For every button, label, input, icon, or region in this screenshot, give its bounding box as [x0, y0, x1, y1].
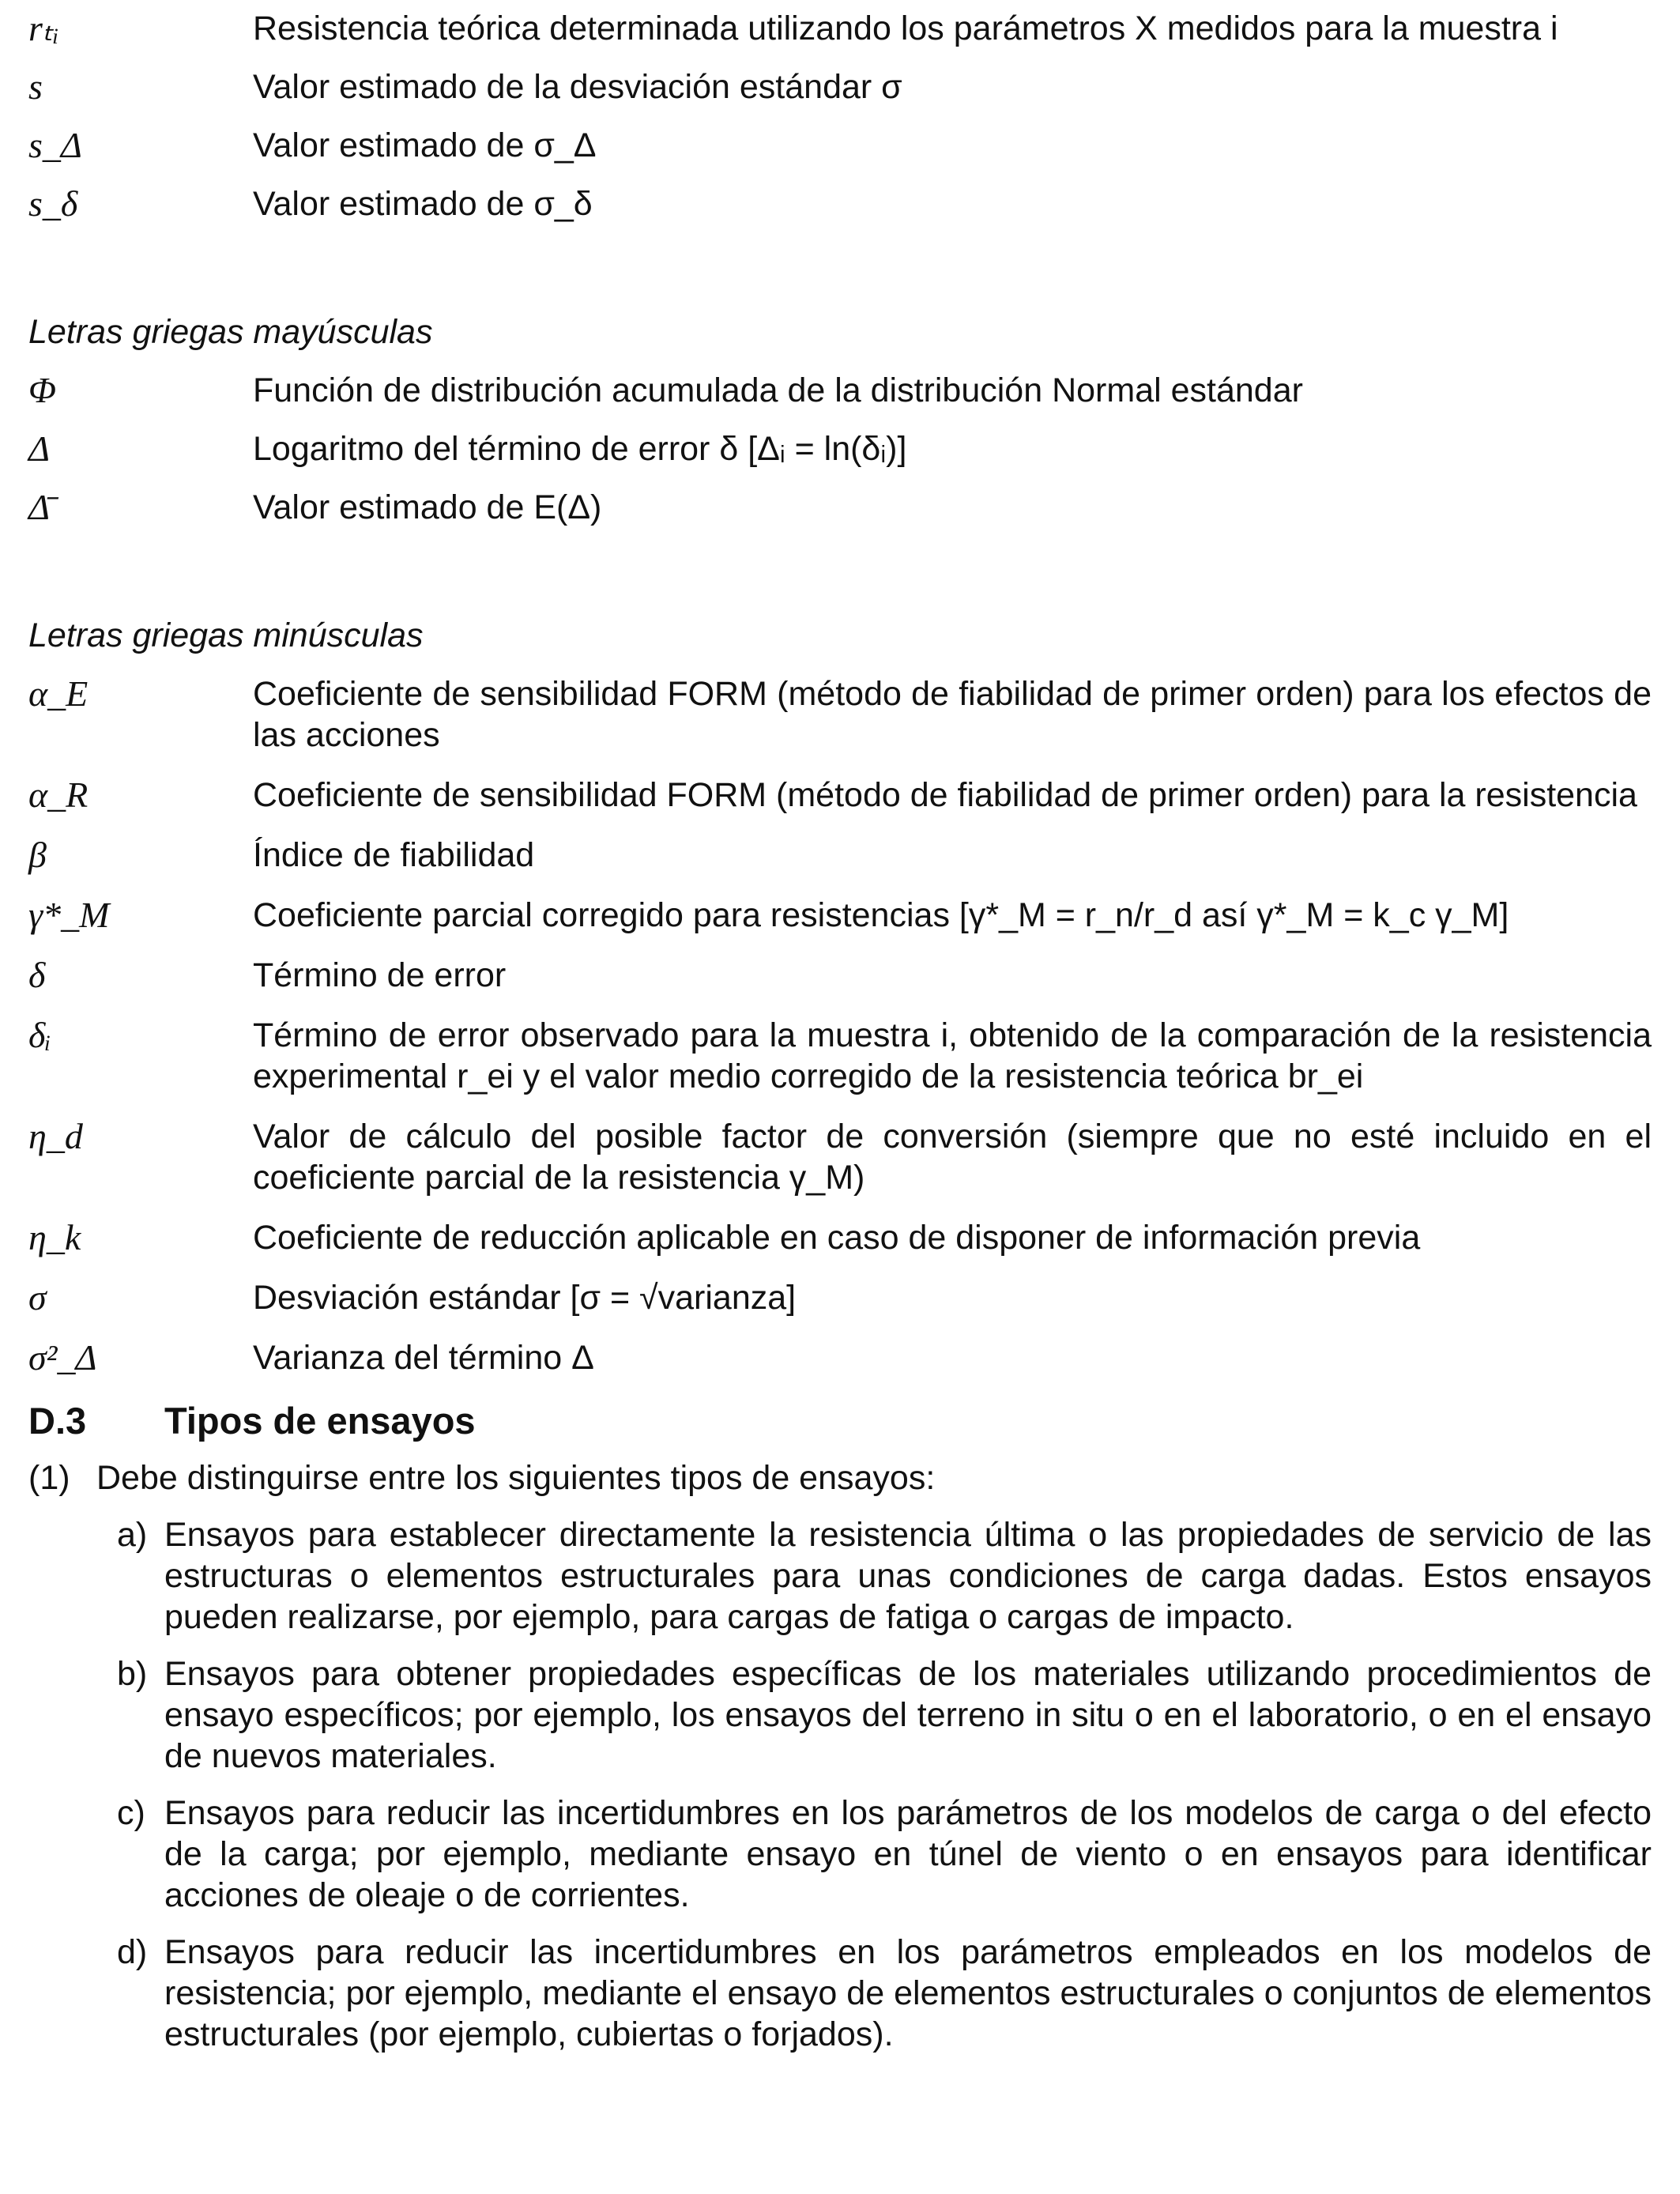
list-item-text: Ensayos para establecer directamente la resistencia última o las propiedades de servicio de las estructuras o elementos estructurales para unas condiciones de carga dadas. Estos ensayos pueden realizarse, por ejemplo, para cargas de fatiga o cargas de impacto.	[164, 1516, 1652, 1636]
symbol-description: Valor estimado de la desviación estándar σ	[253, 68, 902, 106]
list-item-text: Ensayos para reducir las incertidumbres en los parámetros de los modelos de carga o del efecto de la carga; por ejemplo, mediante ensayo en túnel de viento o en ensayos para identificar acciones de oleaje o de corrientes.	[164, 1794, 1652, 1914]
symbol-description: Función de distribución acumulada de la distribución Normal estándar	[253, 371, 1303, 409]
symbol: δ	[28, 955, 46, 995]
symbol-row	[28, 428, 1652, 469]
clause-text: Debe distinguirse entre los siguientes tipos de ensayos:	[96, 1459, 936, 1497]
symbol-description: Valor de cálculo del posible factor de conversión (siempre que no esté incluido en el coeficiente parcial de la resistencia γ_M)	[253, 1118, 1652, 1197]
symbol-row	[28, 8, 1652, 49]
symbol-row	[28, 1277, 1652, 1318]
symbol-description: Término de error	[253, 956, 507, 994]
symbol: s	[28, 66, 43, 107]
clause-number: (1)	[28, 1459, 70, 1497]
list-item	[117, 1932, 1652, 2055]
symbol-row	[28, 673, 1652, 756]
document-page	[28, 8, 1652, 2055]
symbol-row	[28, 125, 1652, 166]
test-types-list	[117, 1514, 1652, 2055]
symbol-row	[28, 895, 1652, 936]
list-item-label: b)	[117, 1655, 148, 1693]
symbol: α_E	[28, 673, 89, 714]
symbol-description: Término de error observado para la muestra i, obtenido de la comparación de la resistencia experimental r_ei y el valor medio corregido de la resistencia teórica br_ei	[253, 1016, 1652, 1095]
symbol: s_Δ	[28, 125, 82, 165]
symbol: γ*_M	[28, 895, 110, 935]
symbol: s_δ	[28, 183, 78, 224]
symbol-description: Desviación estándar [σ = √varianza]	[253, 1279, 797, 1317]
symbol-row	[28, 66, 1652, 107]
symbol-row	[28, 1015, 1652, 1097]
list-item	[117, 1653, 1652, 1777]
symbol-description: Valor estimado de σ_Δ	[253, 126, 597, 164]
list-item-text: Ensayos para obtener propiedades específicas de los materiales utilizando procedimientos de ensayo específicos; por ejemplo, los ensayos del terreno in situ o en el laboratorio, o en el ensayo de nuevos materiales.	[164, 1655, 1652, 1775]
symbol-description: Valor estimado de σ_δ	[253, 185, 593, 223]
symbol: rₜᵢ	[28, 8, 59, 48]
symbol-row	[28, 1116, 1652, 1198]
symbol-description: Índice de fiabilidad	[253, 836, 535, 874]
symbol: σ	[28, 1277, 47, 1318]
list-item	[117, 1793, 1652, 1916]
symbol-description: Coeficiente parcial corregido para resistencias [γ*_M = r_n/r_d así γ*_M = k_c γ_M]	[253, 896, 1509, 934]
symbol: η_k	[28, 1217, 81, 1257]
symbol: δᵢ	[28, 1015, 51, 1055]
symbol-description: Coeficiente de sensibilidad FORM (método de fiabilidad de primer orden) para los efectos de las acciones	[253, 675, 1652, 754]
symbol-row	[28, 487, 1652, 528]
symbol-description: Coeficiente de reducción aplicable en caso de disponer de información previa	[253, 1219, 1421, 1257]
symbol: Φ	[28, 370, 57, 410]
symbol-description: Varianza del término Δ	[253, 1339, 594, 1377]
section-heading	[28, 1400, 1652, 1442]
subheading-greek-lower: Letras griegas minúsculas	[28, 616, 424, 654]
symbol: σ²_Δ	[28, 1337, 97, 1378]
symbol-row	[28, 775, 1652, 816]
list-item-label: d)	[117, 1933, 148, 1971]
symbol-description: Resistencia teórica determinada utilizando los parámetros X medidos para la muestra i	[253, 9, 1558, 47]
section-number: D.3	[28, 1400, 87, 1442]
symbol-row	[28, 835, 1652, 876]
symbol: Δ	[28, 428, 50, 469]
symbol-row	[28, 1217, 1652, 1258]
list-item-label: a)	[117, 1516, 148, 1554]
symbol-row	[28, 955, 1652, 996]
list-item-label: c)	[117, 1794, 145, 1832]
clause	[28, 1457, 1652, 1498]
symbol-description: Coeficiente de sensibilidad FORM (método de fiabilidad de primer orden) para la resistencia	[253, 776, 1637, 814]
symbol: Δ̄	[28, 487, 50, 527]
symbol-description: Valor estimado de E(Δ)	[253, 488, 602, 526]
symbol-row	[28, 370, 1652, 411]
list-item	[117, 1514, 1652, 1638]
symbol-description: Logaritmo del término de error δ [Δᵢ = ln(δᵢ)]	[253, 430, 907, 468]
symbol: η_d	[28, 1116, 83, 1156]
symbol: β	[28, 835, 47, 875]
symbol-row	[28, 1337, 1652, 1378]
symbol: α_R	[28, 775, 89, 815]
symbol-row	[28, 183, 1652, 224]
subheading-greek-upper: Letras griegas mayúsculas	[28, 313, 433, 351]
list-item-text: Ensayos para reducir las incertidumbres en los parámetros empleados en los modelos de resistencia; por ejemplo, mediante el ensayo de elementos estructurales o conjuntos de elementos estructurales (por ejemplo, cubiertas o forjados).	[164, 1933, 1652, 2053]
section-title: Tipos de ensayos	[164, 1400, 476, 1442]
